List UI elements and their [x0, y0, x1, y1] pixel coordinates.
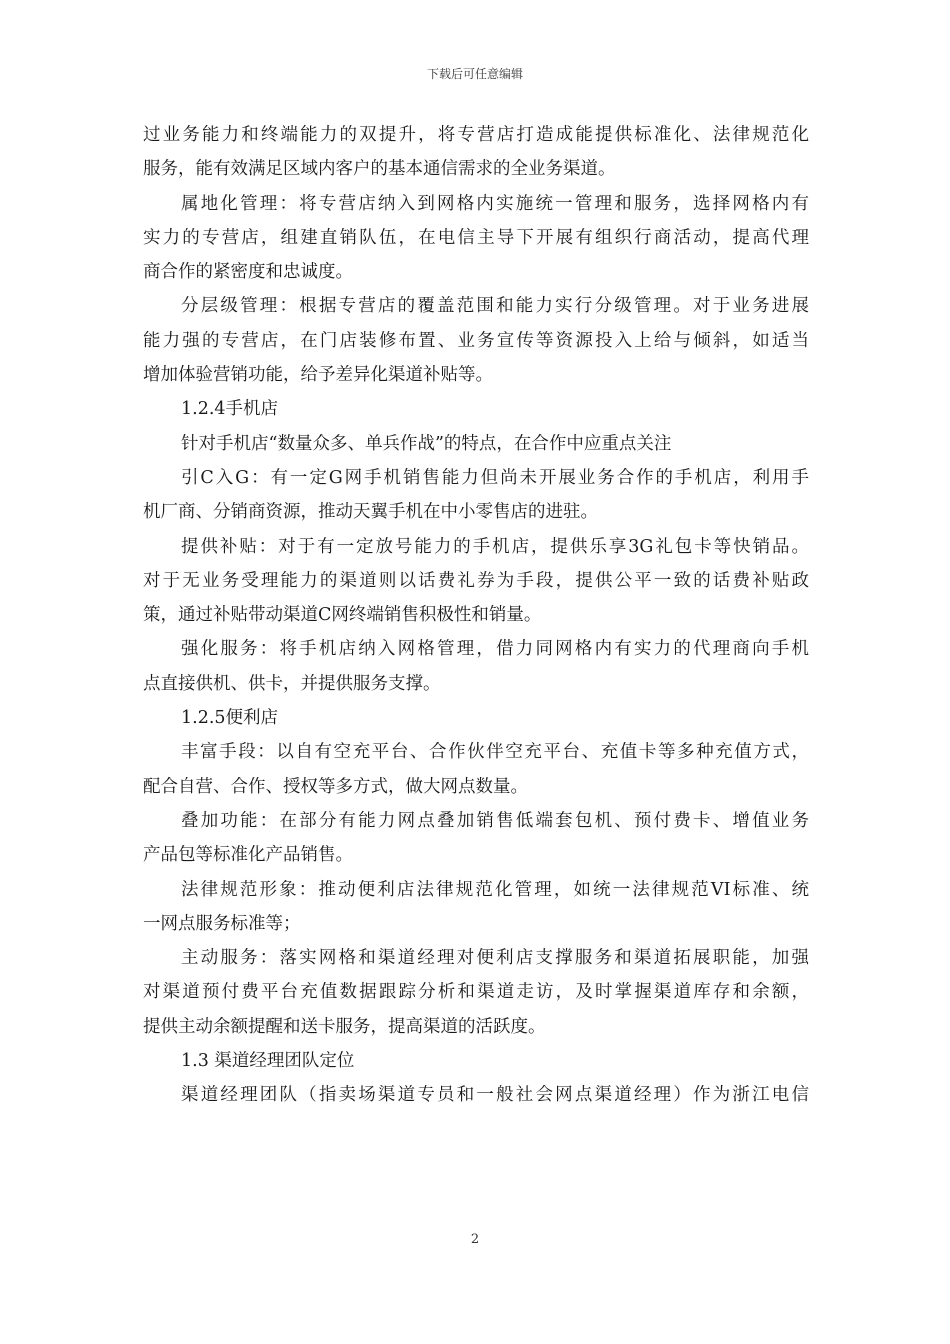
- text-line-22: 产品包等标准化产品销售。: [143, 845, 353, 866]
- section-heading-1-2-5: 1.2.5便利店: [181, 708, 279, 729]
- text-line-15: 策，通过补贴带动渠道C网终端销售积极性和销量。: [143, 605, 542, 626]
- text-line-16: 强化服务：将手机店纳入网格管理，借力同网格内有实力的代理商向手机: [181, 639, 809, 660]
- text-line-29: 渠道经理团队（指卖场渠道专员和一般社会网点渠道经理）作为浙江电信: [181, 1085, 809, 1106]
- text-line-1: 过业务能力和终端能力的双提升，将专营店打造成能提供标准化、法律规范化: [143, 125, 809, 145]
- text-line-24: 一网点服务标准等；: [143, 913, 301, 934]
- section-heading-1-3: 1.3 渠道经理团队定位: [181, 1051, 355, 1072]
- text-line-27: 提供主动余额提醒和送卡服务，提高渠道的活跃度。: [143, 1016, 546, 1037]
- text-line-23: 法律规范形象：推动便利店法律规范化管理，如统一法律规范VI标准、统: [181, 879, 809, 900]
- text-line-5: 商合作的紧密度和忠诚度。: [143, 262, 353, 283]
- text-line-8: 增加体验营销功能，给予差异化渠道补贴等。: [143, 365, 493, 386]
- text-line-20: 配合自营、合作、授权等多方式，做大网点数量。: [143, 776, 528, 797]
- text-line-7: 能力强的专营店，在门店装修布置、业务宣传等资源投入上给与倾斜，如适当: [143, 330, 809, 351]
- text-line-25: 主动服务：落实网格和渠道经理对便利店支撑服务和渠道拓展职能，加强: [181, 948, 809, 969]
- section-heading-1-2-4: 1.2.4手机店: [181, 399, 279, 420]
- page-header: 下载后可任意编辑: [426, 67, 523, 81]
- document-body: [143, 118, 809, 1113]
- text-line-4: 实力的专营店，组建直销队伍，在电信主导下开展有组织行商活动，提高代理: [143, 227, 809, 248]
- text-line-11: 引C入G：有一定G网手机销售能力但尚未开展业务合作的手机店，利用手: [181, 467, 809, 488]
- text-line-13: 提供补贴：对于有一定放号能力的手机店，提供乐享3G礼包卡等快销品。: [181, 536, 809, 557]
- page-number: 2: [470, 1232, 480, 1247]
- text-line-10: 针对手机店“数量众多、单兵作战”的特点，在合作中应重点关注: [181, 433, 672, 454]
- text-line-17: 点直接供机、供卡，并提供服务支撑。: [143, 673, 441, 694]
- text-line-14: 对于无业务受理能力的渠道则以话费礼券为手段，提供公平一致的话费补贴政: [143, 570, 809, 591]
- text-line-6: 分层级管理：根据专营店的覆盖范围和能力实行分级管理。对于业务进展: [181, 296, 809, 317]
- text-line-21: 叠加功能：在部分有能力网点叠加销售低端套包机、预付费卡、增值业务: [181, 810, 809, 831]
- text-line-26: 对渠道预付费平台充值数据跟踪分析和渠道走访，及时掌握渠道库存和余额，: [143, 982, 809, 1003]
- text-line-3: 属地化管理：将专营店纳入到网格内实施统一管理和服务，选择网格内有: [181, 193, 809, 214]
- text-line-12: 机厂商、分销商资源，推动天翼手机在中小零售店的进驻。: [143, 502, 598, 523]
- text-line-19: 丰富手段：以自有空充平台、合作伙伴空充平台、充值卡等多种充值方式，: [181, 742, 809, 763]
- text-line-2: 服务，能有效满足区域内客户的基本通信需求的全业务渠道。: [143, 159, 616, 180]
